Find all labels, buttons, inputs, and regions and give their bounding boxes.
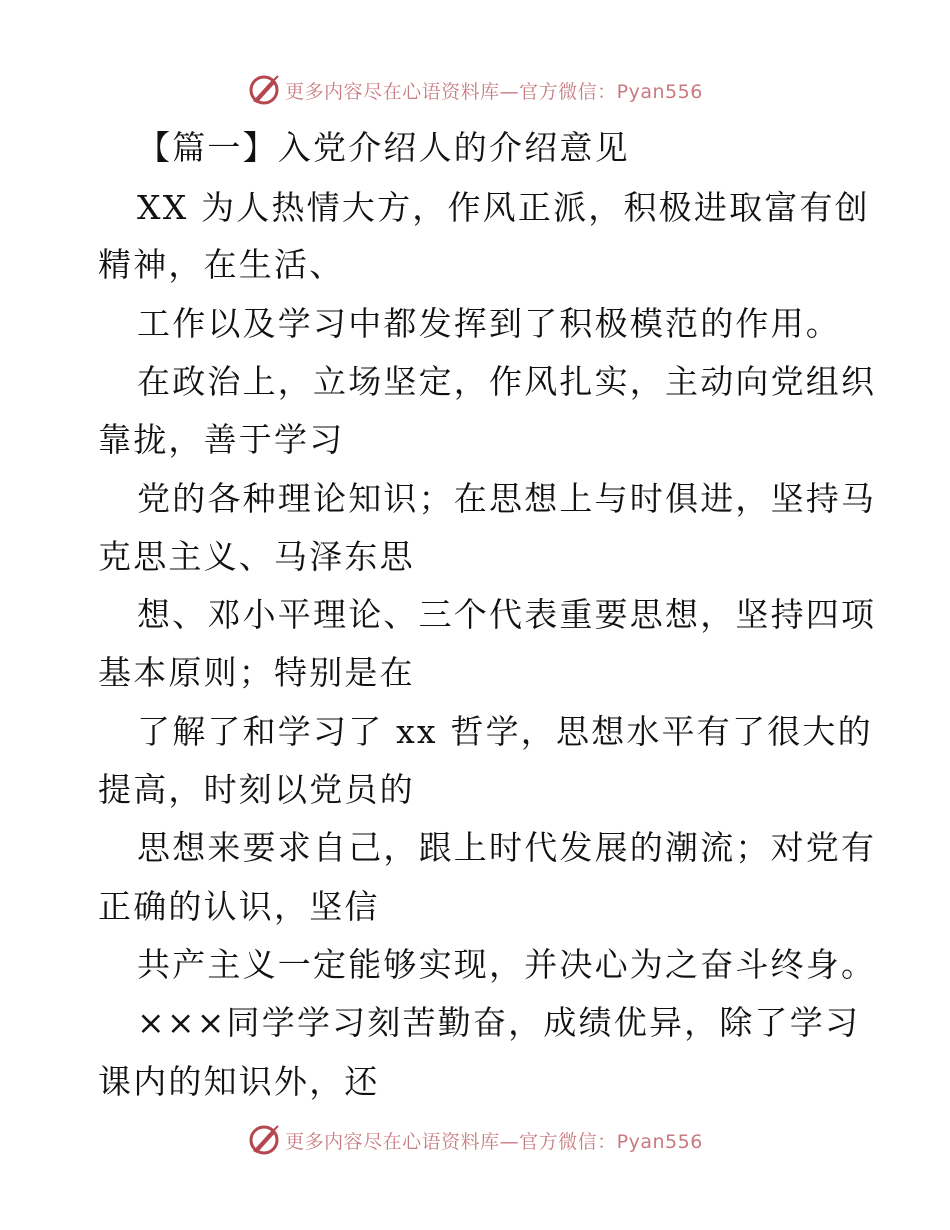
paragraph-line: 思想来要求自己，跟上时代发展的潮流；对党有 (137, 828, 877, 867)
paragraph-line: XX 为人热情大方，作风正派，积极进取富有创 (137, 188, 870, 227)
paragraph-line: 了解了和学习了 xx 哲学，思想水平有了很大的 (137, 712, 873, 751)
paragraph-line: ×××同学学习刻苦勤奋，成绩优异，除了学习 (137, 1003, 861, 1042)
paragraph-line: 基本原则；特别是在 (98, 653, 415, 692)
paragraph-line: 在政治上，立场坚定，作风扎实，主动向党组织 (137, 362, 877, 401)
header-watermark (0, 70, 950, 110)
paragraph-line: 提高，时刻以党员的 (98, 770, 415, 809)
paragraph-line: 党的各种理论知识；在思想上与时俱进，坚持马 (137, 479, 877, 518)
paragraph-line: 想、邓小平理论、三个代表重要思想，坚持四项 (137, 595, 877, 634)
paragraph-line: 靠拢，善于学习 (98, 420, 345, 459)
footer-watermark (0, 1120, 950, 1160)
quill-logo-icon (247, 73, 281, 107)
paragraph-line: 克思主义、马泽东思 (98, 537, 415, 576)
watermark-text: 更多内容尽在心语资料库—官方微信：Pyan556 (285, 80, 703, 103)
paragraph-line: 精神，在生活、 (98, 245, 345, 284)
quill-logo-icon (247, 1123, 281, 1157)
paragraph-line: 共产主义一定能够实现，并决心为之奋斗终身。 (137, 945, 877, 984)
document-title: 【篇一】入党介绍人的介绍意见 (137, 128, 630, 167)
paragraph-line: 课内的知识外，还 (98, 1062, 380, 1101)
paragraph-line: 工作以及学习中都发挥到了积极模范的作用。 (137, 304, 841, 343)
paragraph-line: 正确的认识，坚信 (98, 887, 380, 926)
watermark-text: 更多内容尽在心语资料库—官方微信：Pyan556 (285, 1130, 703, 1153)
